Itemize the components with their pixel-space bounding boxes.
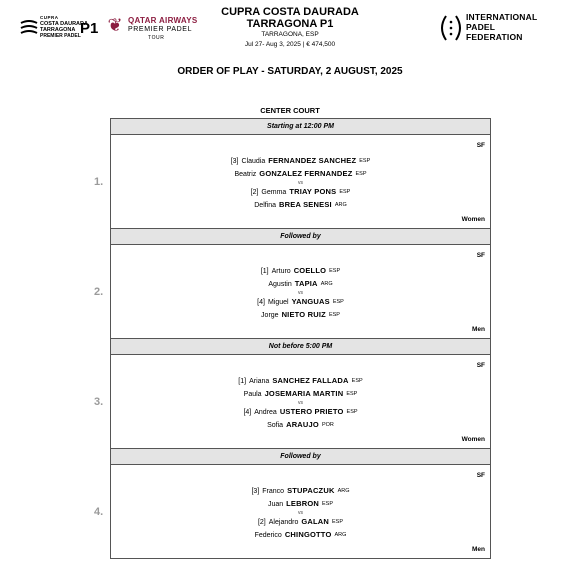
player-first-name: Arturo — [271, 268, 291, 275]
fip-emblem-icon — [440, 14, 462, 42]
federation-line2: PADEL — [466, 22, 496, 32]
player-first-name: Andrea — [254, 409, 277, 416]
player-first-name: Jorge — [261, 312, 279, 319]
player-last-name: TRIAY PONS — [289, 187, 337, 196]
player-nationality: ARG — [334, 202, 347, 208]
player-first-name: Miguel — [267, 299, 289, 306]
player-row — [111, 516, 490, 529]
player-nationality: ESP — [332, 519, 344, 525]
event-dates-prize: Jul 27- Aug 3, 2025 | € 474,500 — [244, 41, 336, 48]
player-last-name: GALAN — [301, 517, 330, 526]
match-round: SF — [476, 472, 485, 479]
player-row — [111, 406, 490, 419]
match-category: Men — [472, 546, 485, 553]
player-last-name: BREA SENESI — [279, 200, 332, 209]
player-nationality: ESP — [355, 171, 367, 177]
player-seed: [2] — [250, 189, 259, 196]
time-slot-header: Followed by — [111, 449, 490, 465]
match-players — [111, 265, 490, 322]
player-nationality: ARG — [320, 281, 333, 287]
player-seed: [2] — [257, 519, 266, 526]
player-row — [111, 485, 490, 498]
player-last-name: NIETO RUIZ — [281, 310, 326, 319]
event-title-line1: CUPRA COSTA DAURADA — [221, 6, 359, 18]
player-row — [111, 265, 490, 278]
match-number: 2. — [94, 285, 104, 298]
player-last-name: FERNANDEZ SANCHEZ — [268, 156, 357, 165]
player-first-name: Claudia — [241, 158, 266, 165]
player-nationality: POR — [321, 422, 334, 428]
player-nationality: ESP — [359, 158, 371, 164]
match-block — [94, 465, 490, 559]
player-last-name: GONZALEZ FERNANDEZ — [259, 169, 353, 178]
match-category: Women — [461, 436, 485, 443]
player-first-name: Ariana — [249, 378, 270, 385]
player-row — [111, 155, 490, 168]
player-seed: [1] — [238, 378, 247, 385]
player-nationality: ESP — [351, 378, 363, 384]
player-last-name: USTERO PRIETO — [279, 407, 344, 416]
player-first-name: Gemma — [261, 189, 287, 196]
player-row — [111, 199, 490, 212]
match-players — [111, 375, 490, 432]
oryx-icon: ❦ — [107, 15, 123, 35]
sponsor-sub: PREMIER PADEL — [128, 26, 193, 33]
player-row — [111, 375, 490, 388]
p1-badge: P1 — [80, 20, 99, 37]
player-nationality: ESP — [346, 391, 358, 397]
time-slot-header: Followed by — [111, 229, 490, 245]
match-number: 3. — [94, 395, 104, 408]
event-title-line2: TARRAGONA P1 — [246, 18, 334, 30]
player-row — [111, 419, 490, 432]
player-first-name: Beatriz — [234, 171, 257, 178]
order-of-play-title: ORDER OF PLAY - SATURDAY, 2 AUGUST, 2025 — [177, 66, 403, 77]
court-schedule — [94, 118, 491, 559]
versus-label: vs — [298, 400, 303, 406]
logo-line3: TARRAGONA — [40, 27, 76, 33]
player-nationality: ARG — [337, 488, 350, 494]
event-location: TARRAGONA, ESP — [261, 31, 319, 38]
match-number: 1. — [94, 175, 104, 188]
federation-logo — [440, 12, 540, 48]
match-block — [94, 245, 490, 339]
player-first-name: Federico — [254, 532, 282, 539]
player-last-name: JOSEMARIA MARTIN — [264, 389, 344, 398]
match-round: SF — [476, 142, 485, 149]
player-last-name: ARAUJO — [286, 420, 319, 429]
player-nationality: ESP — [328, 312, 340, 318]
player-row — [111, 309, 490, 322]
match-round: SF — [476, 362, 485, 369]
sponsor-tour: TOUR — [148, 35, 165, 41]
player-last-name: YANGUAS — [291, 297, 330, 306]
player-row — [111, 529, 490, 542]
federation-name — [466, 12, 537, 42]
match-block — [94, 135, 490, 229]
match-number: 4. — [94, 505, 104, 518]
player-first-name: Sofia — [267, 422, 284, 429]
match-round: SF — [476, 252, 485, 259]
player-nationality: ESP — [332, 299, 344, 305]
player-seed: [3] — [230, 158, 239, 165]
time-slot-header: Not before 5:00 PM — [111, 339, 490, 355]
player-last-name: TAPIA — [294, 279, 318, 288]
federation-line1: INTERNATIONAL — [466, 12, 538, 22]
federation-line3: FEDERATION — [466, 32, 523, 42]
player-first-name: Delfina — [254, 202, 277, 209]
player-seed: [4] — [243, 409, 252, 416]
player-last-name: SANCHEZ FALLADA — [272, 376, 349, 385]
logo-line2: COSTA DAURADA — [40, 21, 88, 27]
player-last-name: LEBRON — [286, 499, 320, 508]
player-seed: [4] — [257, 299, 265, 306]
player-last-name: CHINGOTTO — [284, 530, 332, 539]
player-nationality: ESP — [339, 189, 351, 195]
logo-line1: CUPRA — [40, 15, 59, 20]
player-row — [111, 186, 490, 199]
match-category: Women — [461, 216, 485, 223]
player-nationality: ESP — [329, 268, 341, 274]
match-category: Men — [472, 326, 485, 333]
versus-label: vs — [298, 510, 303, 516]
court-name: CENTER COURT — [260, 106, 320, 115]
sponsor-name: QATAR AIRWAYS — [128, 16, 198, 25]
player-last-name: STUPACZUK — [287, 486, 335, 495]
player-nationality: ESP — [346, 409, 358, 415]
player-first-name: Juan — [267, 501, 284, 508]
player-seed: [1] — [260, 268, 269, 275]
player-seed: [3] — [251, 488, 260, 495]
player-row — [111, 296, 490, 309]
logo-line4: PREMIER PADEL — [40, 33, 81, 39]
player-last-name: COELLO — [293, 266, 327, 275]
document-header — [0, 0, 580, 60]
match-players — [111, 485, 490, 542]
player-nationality: ESP — [322, 501, 334, 507]
player-nationality: ARG — [334, 532, 347, 538]
player-first-name: Paula — [243, 391, 262, 398]
player-first-name: Agustin — [268, 281, 292, 288]
time-slot-header: Starting at 12:00 PM — [111, 119, 490, 135]
player-first-name: Alejandro — [268, 519, 299, 526]
match-block — [94, 355, 490, 449]
match-players — [111, 155, 490, 212]
versus-label: vs — [298, 290, 303, 296]
versus-label: vs — [298, 180, 303, 186]
player-first-name: Franco — [262, 488, 285, 495]
